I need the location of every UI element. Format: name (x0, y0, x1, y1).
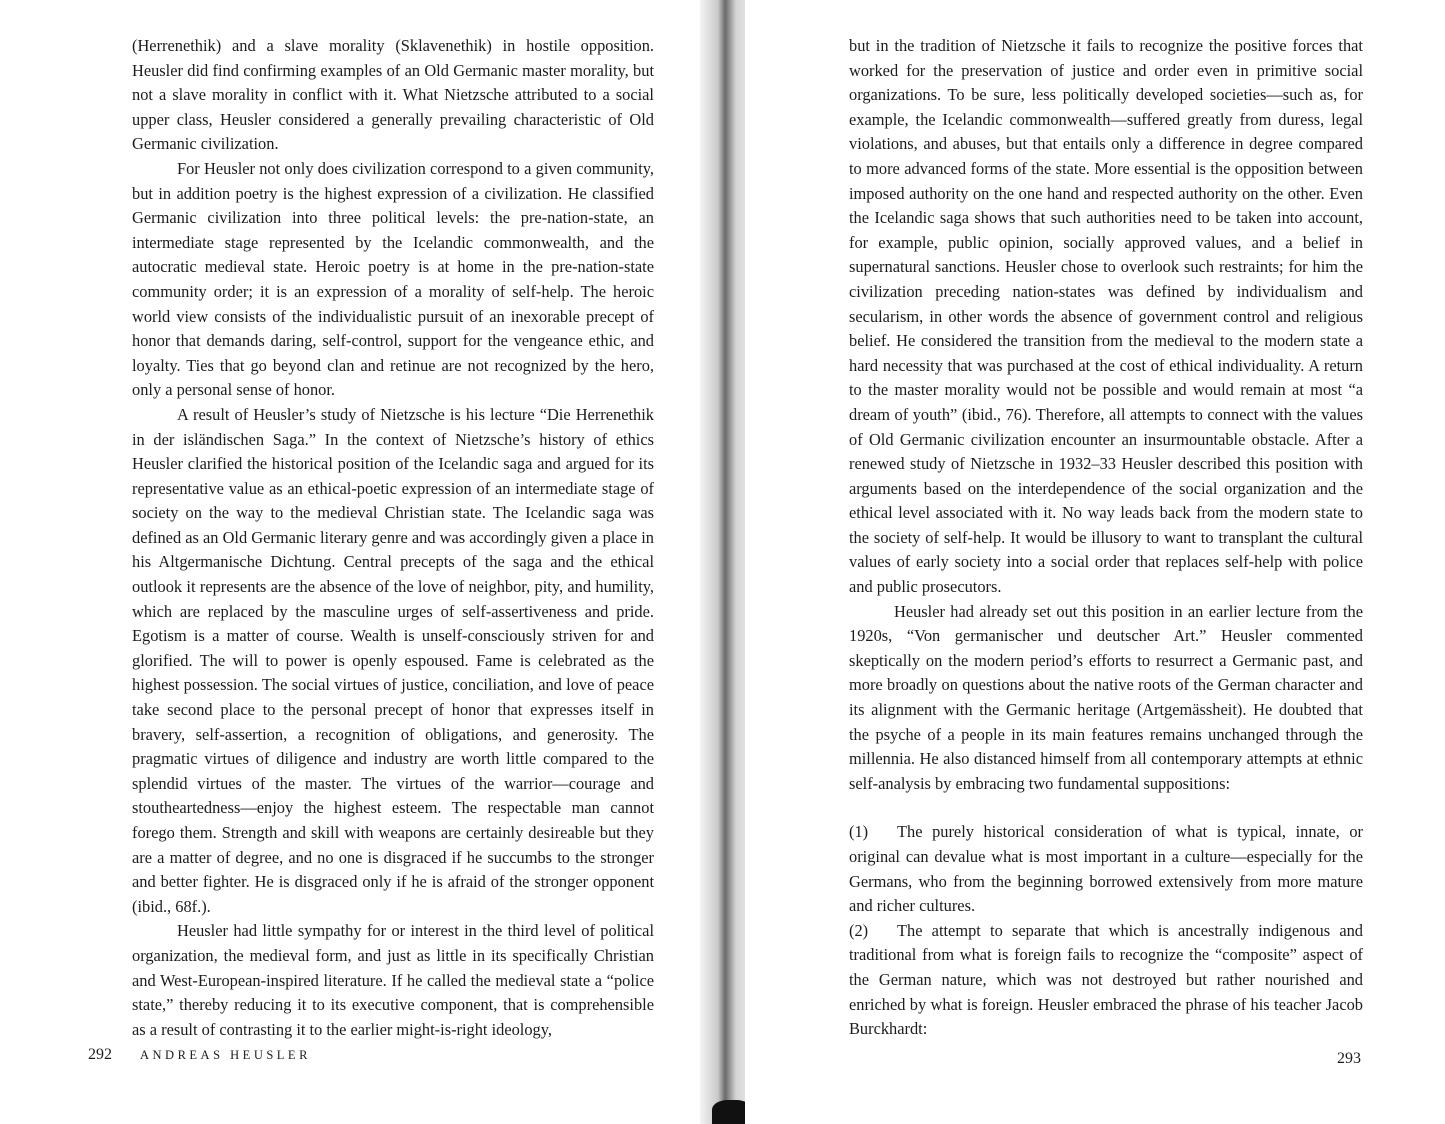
paragraph: Heusler had little sympathy for or interest in the third level of political organization, the medieval form, and just as little in its specifically Christian and West-European-inspired literature. If he called the medieval state a “police state,” thereby reducing it to its executive component, that is comprehensible as a result of contrasting it to the earlier might-is-right ideology, (132, 921, 654, 1039)
page-number: 292 (88, 1046, 112, 1063)
paragraph: A result of Heusler’s study of Nietzsche is his lecture “Die Herrenethik in der isländischen Saga.” In the context of Nietzsche’s history of ethics Heusler clarified the historical position of the Icelandic saga and argued for its representative value as an ethical-poetic expression of an intermediate stage of society on the way to the medieval Christian state. The Icelandic saga was defined as an Old Germanic literary genre and was accordingly given a place in his Altgermanische Dichtung. Central precepts of the saga and the ethical outlook it represents are the absence of the love of neighbor, pity, and humility, which are replaced by the masculine urges of self-assertiveness and pride. Egotism is a matter of course. Wealth is unself-consciously striven for and glorified. The will to power is openly espoused. Fame is celebrated as the highest possession. The social virtues of justice, conciliation, and love of peace take second place to the personal precept of honor that expresses itself in bravery, self-assertion, a recognition of obligations, and generosity. The pragmatic virtues of diligence and industry are worth little compared to the splendid virtues of the master. The virtues of the warrior—courage and stoutheartedness—enjoy the highest esteem. The respectable man cannot forego them. Strength and skill with weapons are certainly desireable but they are a matter of degree, and no one is disgraced if he succumbs to the stronger and better fighter. He is disgraced only if he is afraid of the stronger opponent (ibid., 68f.). (132, 404, 655, 916)
left-page (0, 0, 712, 1124)
item-number: (2) (849, 920, 869, 940)
numbered-item (849, 919, 1363, 1042)
paragraph: (Herrenethik) and a slave morality (Sklavenethik) in hostile opposition. Heusler did find confirming examples of an Old Germanic master morality, but not a slave morality in conflict with it. What Nietzsche attributed to a social upper class, Heusler considered a generally prevailing characteristic of Old Germanic civilization. (132, 36, 654, 154)
item-number: (1) (849, 822, 869, 842)
numbered-item (849, 820, 1363, 918)
left-footer (88, 1046, 311, 1064)
page-number: 293 (1337, 1050, 1361, 1067)
paragraph: but in the tradition of Nietzsche it fails to recognize the positive forces that worked for the preservation of justice and order even in primitive social organizations. To be sure, less politically developed societies—such as, for example, the Icelandic commonwealth—suffered greatly from duress, legal violations, and abuses, but that entails only a difference in degree compared to more advanced forms of the state. More essential is the opposition between imposed authority on the one hand and respected authority on the other. Even the Icelandic saga shows that such authorities need to be taken into account, for example, public opinion, socially approved values, and a belief in supernatural sanctions. Heusler chose to overlook such restraints; for him the civilization preceding nation-states was defined by individualism and secularism, in other words the absence of government control and religious belief. He considered the transition from the medieval to the modern state a hard necessity that was purchased at the cost of ethical individuality. A return to the master morality would not be possible and would remain at most “a dream of youth” (ibid., 76). Therefore, all attempts to connect with the values of Old Germanic civilization encounter an insurmountable obstacle. After a renewed study of Nietzsche in 1932–33 Heusler described this position with arguments based on the interdependence of the social organization and the ethical level associated with it. No way leads back from the modern state to the society of self-help. It would be illusory to want to transplant the cultural values of early society into a social order that replaces self-help with police and public prosecutors. (849, 36, 1363, 597)
paragraph: Heusler had already set out this position in an earlier lecture from the 1920s, “Von germanischer und deutscher Art.” Heusler commented skeptically on the modern period’s efforts to resurrect a Germanic past, and more broadly on questions about the native roots of the German character and its alignment with the Germanic heritage (Artgemässheit). He doubted that the psyche of a people in its main features remains unchanged through the millennia. He also distanced himself from all contemporary attempts at ethnic self-analysis by embracing two fundamental suppositions: (849, 601, 1363, 793)
right-page (745, 0, 1445, 1124)
item-text: The attempt to separate that which is ancestrally indigenous and traditional from what is foreign fails to recognize the “composite” aspect of the German nature, which was not destroyed but rather nourished and enriched by what is foreign. Heusler embraced the phrase of his teacher Jacob Burckhardt: (849, 920, 1363, 1039)
item-text: The purely historical consideration of what is typical, innate, or original can devalue what is most important in a culture—especially for the Germans, who from the beginning borrowed extensively from more mature and richer cultures. (849, 822, 1363, 916)
right-footer (1337, 1050, 1361, 1068)
running-head: ANDREAS HEUSLER (140, 1048, 311, 1062)
paragraph: For Heusler not only does civilization correspond to a given community, but in addition poetry is the highest expression of a civilization. He classified Germanic civilization into three political levels: the pre-nation-state, an intermediate stage represented by the Icelandic commonwealth, and the autocratic medieval state. Heroic poetry is at home in the pre-nation-state community order; it is an expression of a morality of self-help. The heroic world view consists of the individualistic pursuit of an inexorable precept of honor that demands daring, self-control, support for the vengeance ethic, and loyalty. Ties that go beyond clan and retinue are not recognized by the hero, only a personal sense of honor. (132, 158, 654, 400)
left-page-text (132, 34, 654, 1042)
right-page-text (849, 34, 1363, 1042)
